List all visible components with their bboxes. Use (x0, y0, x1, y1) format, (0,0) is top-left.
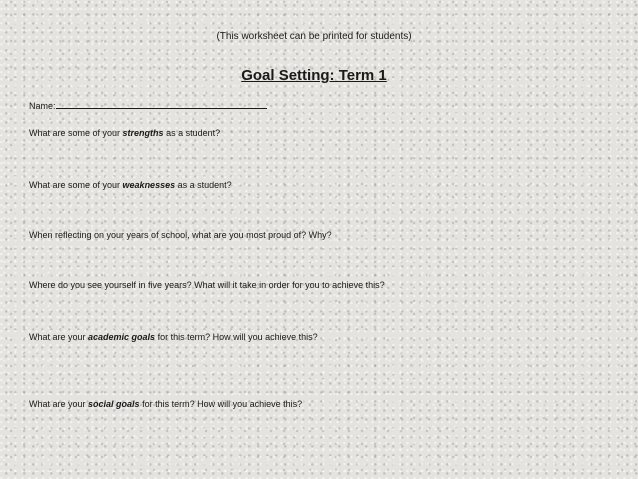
question-five-years: Where do you see yourself in five years? What will it take in order for you to achieve this? (29, 280, 385, 290)
name-field (29, 100, 267, 111)
page-title: Goal Setting: Term 1 (241, 67, 387, 84)
question-emphasis: weaknesses (122, 180, 176, 190)
question-emphasis: academic goals (88, 332, 156, 342)
question-proud: When reflecting on your years of school, what are you most proud of? Why? (29, 230, 332, 240)
question-emphasis: social goals (88, 399, 140, 409)
question-strengths: What are some of your strengths as a student? (29, 128, 221, 138)
question-emphasis: strengths (122, 128, 164, 138)
print-note: (This worksheet can be printed for students) (216, 31, 412, 42)
question-social-goals: What are your social goals for this term? How will you achieve this? (29, 399, 303, 409)
name-blank-line (56, 100, 267, 109)
question-weaknesses: What are some of your weaknesses as a student? (29, 180, 232, 190)
question-academic-goals: What are your academic goals for this term? How will you achieve this? (29, 332, 318, 342)
name-label: Name: (29, 101, 56, 111)
